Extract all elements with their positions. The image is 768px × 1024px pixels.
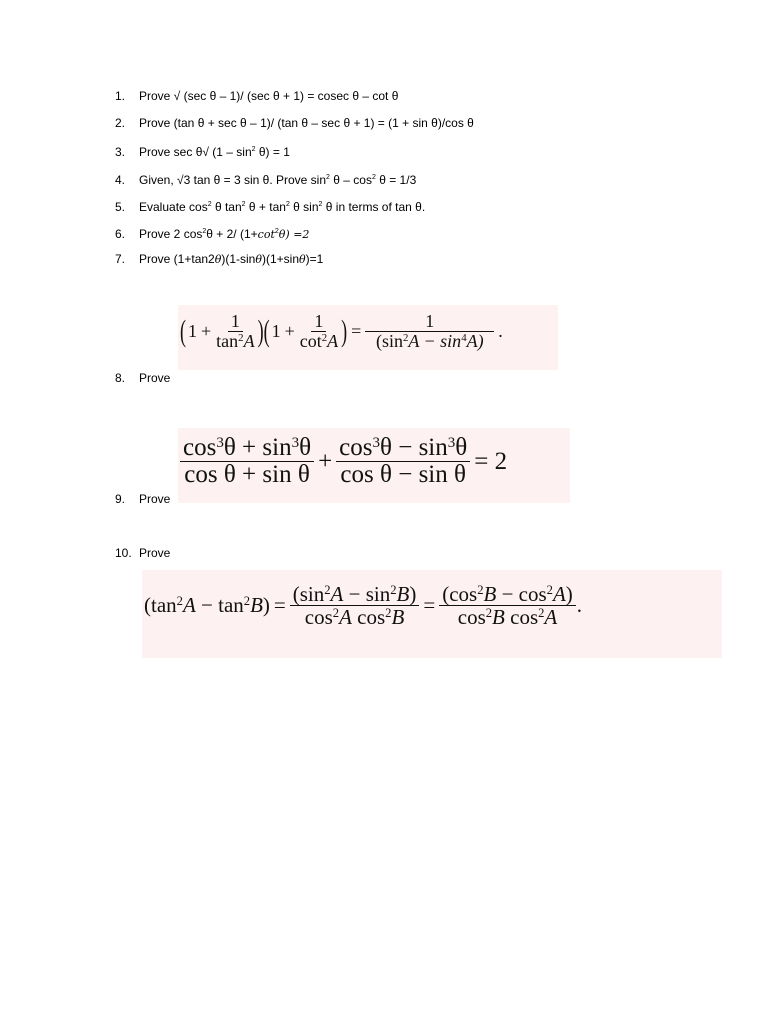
question-8: 8. Prove xyxy=(115,371,171,385)
eq9-fraction-1: $\frac{\cos^3\theta + \sin^3\theta}{\text{cos θ + sin θ}}$ xyxy=(180,435,314,489)
question-9: 9. Prove xyxy=(115,492,171,506)
equation-10: $(\tan^2A - \tan^2B)$ = $\frac{(\sin^2A - \sin^2B)}{\cos^2A \cos^2B}$ = $\frac{(\cos^2B - \cos^2A)}{\cos^2B \cos^2A}$ . xyxy=(144,582,583,630)
question-6: 6. Prove 2 $\cos^2\theta + 2/$ $(1+\cot^2\theta) =2$ xyxy=(115,227,310,241)
equation-9: $\frac{\cos^3\theta + \sin^3\theta}{\text{cos θ + sin θ}}$ + $\frac{\cos^3\theta - \sin^3\theta}{\text{cos θ − sin θ}}$ = 2 xyxy=(180,435,511,489)
eq10-fraction-2: $\frac{(\cos^2B - \cos^2A)}{\cos^2B \cos^2A}$ xyxy=(439,583,576,628)
eq8-fraction-rhs: $\frac{1}{(\sin^2A - \sin^4A)}$ xyxy=(365,312,494,351)
question-1: 1. Prove √ (sec θ – 1)/ (sec θ + 1) = cosec θ – cot θ xyxy=(115,89,399,103)
question-4: 4. Given, √3 tan θ = 3 sin θ. Prove $\sin^2 \theta - \cos^2 \theta = 1/3$ xyxy=(115,173,417,187)
question-5: 5. Evaluate $\cos^2 \theta$ $\tan^2 \theta + \tan^2 \theta$ $\sin^2 \theta$ in terms of tan θ. xyxy=(115,200,426,214)
question-10: 10. Prove xyxy=(115,546,171,560)
eq8-fraction-1: $\frac{1}{\tan^2A}$ xyxy=(216,311,255,351)
equation-8: ( 1 + $\frac{1}{\tan^2A}$ )( 1 + $\frac{1}{\cot^2A}$ ) = $\frac{1}{(\sin^2A - \sin^4A)}$ . xyxy=(180,311,503,351)
question-2: 2. Prove (tan θ + sec θ – 1)/ (tan θ – sec θ + 1) = (1 + sin θ)/cos θ xyxy=(115,116,474,130)
question-7: 7. Prove (1+tan2θ)(1-sinθ)(1+sinθ)=1 xyxy=(115,252,324,266)
eq9-fraction-2: $\frac{\cos^3\theta - \sin^3\theta}{\text{cos θ − sin θ}}$ xyxy=(336,435,470,489)
eq8-fraction-2: $\frac{1}{\cot^2A}$ xyxy=(299,311,339,351)
eq10-fraction-1: $\frac{(\sin^2A - \sin^2B)}{\cos^2A \cos^2B}$ xyxy=(290,583,420,628)
question-3: 3. Prove sec θ√ $(1 - \sin^2 \theta) = 1$ xyxy=(115,145,290,159)
